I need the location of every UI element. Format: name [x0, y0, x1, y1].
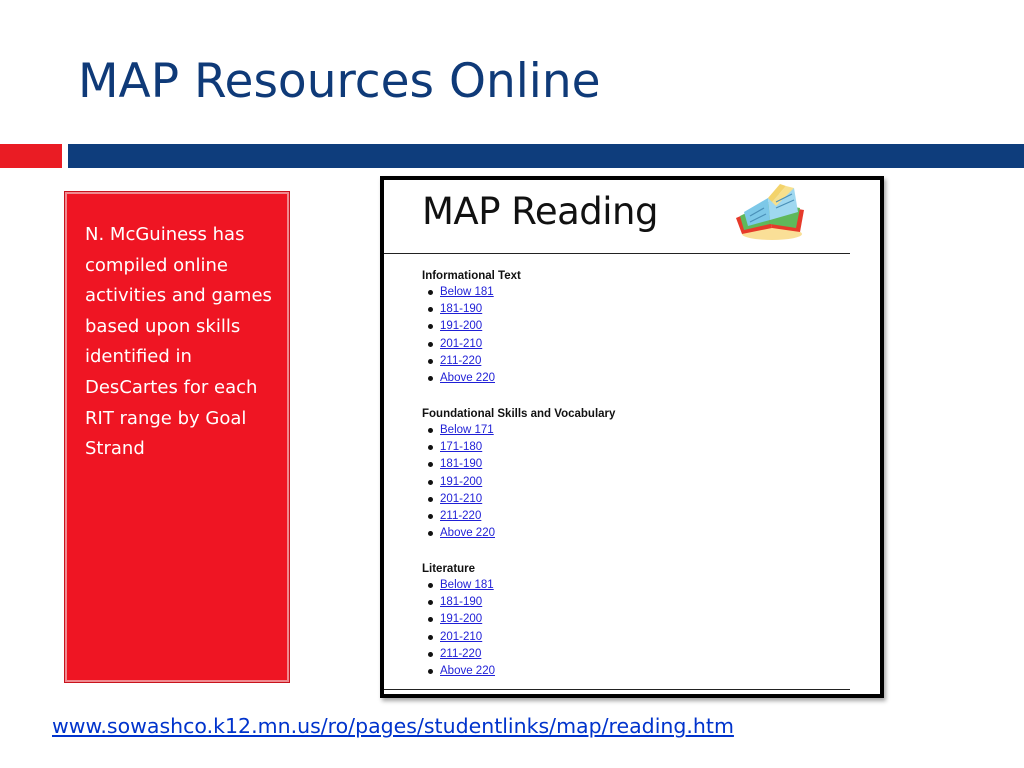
range-link[interactable]: 191-200: [440, 475, 483, 488]
slide-title: MAP Resources Online: [78, 54, 601, 109]
list-item: [428, 422, 615, 439]
list-item: [428, 353, 521, 370]
section-informational-text: [422, 268, 521, 387]
open-book-icon: [728, 182, 812, 244]
list-item: [428, 646, 495, 663]
bullet: [428, 445, 433, 450]
section-heading: Informational Text: [422, 270, 521, 282]
accent-bar-blue: [68, 144, 1024, 168]
range-list: [422, 577, 495, 680]
map-reading-screenshot: [380, 176, 884, 698]
range-link[interactable]: 201-210: [440, 492, 483, 505]
source-url-link[interactable]: www.sowashco.k12.mn.us/ro/pages/studentlinks/map/reading.htm: [52, 714, 734, 738]
range-link[interactable]: Above 220: [440, 664, 495, 677]
list-item: [428, 663, 495, 680]
list-item: [428, 577, 495, 594]
bullet: [428, 583, 433, 588]
range-link[interactable]: 181-190: [440, 303, 483, 316]
bullet: [428, 324, 433, 329]
range-link[interactable]: 181-190: [440, 596, 483, 609]
range-link[interactable]: Above 220: [440, 371, 495, 384]
list-item: [428, 370, 521, 387]
list-item: [428, 508, 615, 525]
bullet: [428, 376, 433, 381]
range-link[interactable]: 181-190: [440, 458, 483, 471]
range-list: [422, 284, 521, 387]
range-link[interactable]: Below 181: [440, 579, 494, 591]
range-link[interactable]: 171-180: [440, 441, 483, 454]
section-heading: Literature: [422, 563, 476, 575]
header-rule: [384, 253, 850, 254]
accent-bar-red: [0, 144, 62, 168]
bullet: [428, 652, 433, 657]
bullet: [428, 428, 433, 433]
bullet: [428, 635, 433, 640]
list-item: [428, 301, 521, 318]
bullet: [428, 617, 433, 622]
section-literature: [422, 561, 495, 680]
list-item: [428, 491, 615, 508]
section-heading: Foundational Skills and Vocabulary: [422, 408, 616, 420]
range-link[interactable]: Below 171: [440, 424, 494, 436]
list-item: [428, 336, 521, 353]
range-link[interactable]: 211-220: [440, 509, 482, 522]
callout-box: [65, 192, 289, 682]
list-item: [428, 439, 615, 456]
bullet: [428, 342, 433, 347]
bullet: [428, 600, 433, 605]
bullet: [428, 669, 433, 674]
range-link[interactable]: 191-200: [440, 613, 483, 626]
list-item: [428, 525, 615, 542]
section-foundational-skills: [422, 406, 615, 542]
bullet: [428, 307, 433, 312]
bullet: [428, 497, 433, 502]
range-link[interactable]: Above 220: [440, 527, 495, 540]
footer-rule: [384, 689, 850, 690]
list-item: [428, 456, 615, 473]
range-link[interactable]: 201-210: [440, 630, 483, 643]
range-link[interactable]: Below 181: [440, 286, 494, 298]
list-item: [428, 594, 495, 611]
range-list: [422, 422, 615, 542]
bullet: [428, 290, 433, 295]
range-link[interactable]: 191-200: [440, 320, 483, 333]
list-item: [428, 284, 521, 301]
list-item: [428, 611, 495, 628]
list-item: [428, 629, 495, 646]
bullet: [428, 359, 433, 364]
bullet: [428, 480, 433, 485]
map-reading-title: MAP Reading: [422, 190, 658, 233]
list-item: [428, 474, 615, 491]
bullet: [428, 514, 433, 519]
callout-text: N. McGuiness has compiled online activities and games based upon skills identified in DesCartes for each RIT range by Goal Strand: [85, 224, 272, 460]
list-item: [428, 318, 521, 335]
range-link[interactable]: 211-220: [440, 354, 482, 367]
range-link[interactable]: 201-210: [440, 337, 483, 350]
range-link[interactable]: 211-220: [440, 647, 482, 660]
bullet: [428, 462, 433, 467]
bullet: [428, 531, 433, 536]
